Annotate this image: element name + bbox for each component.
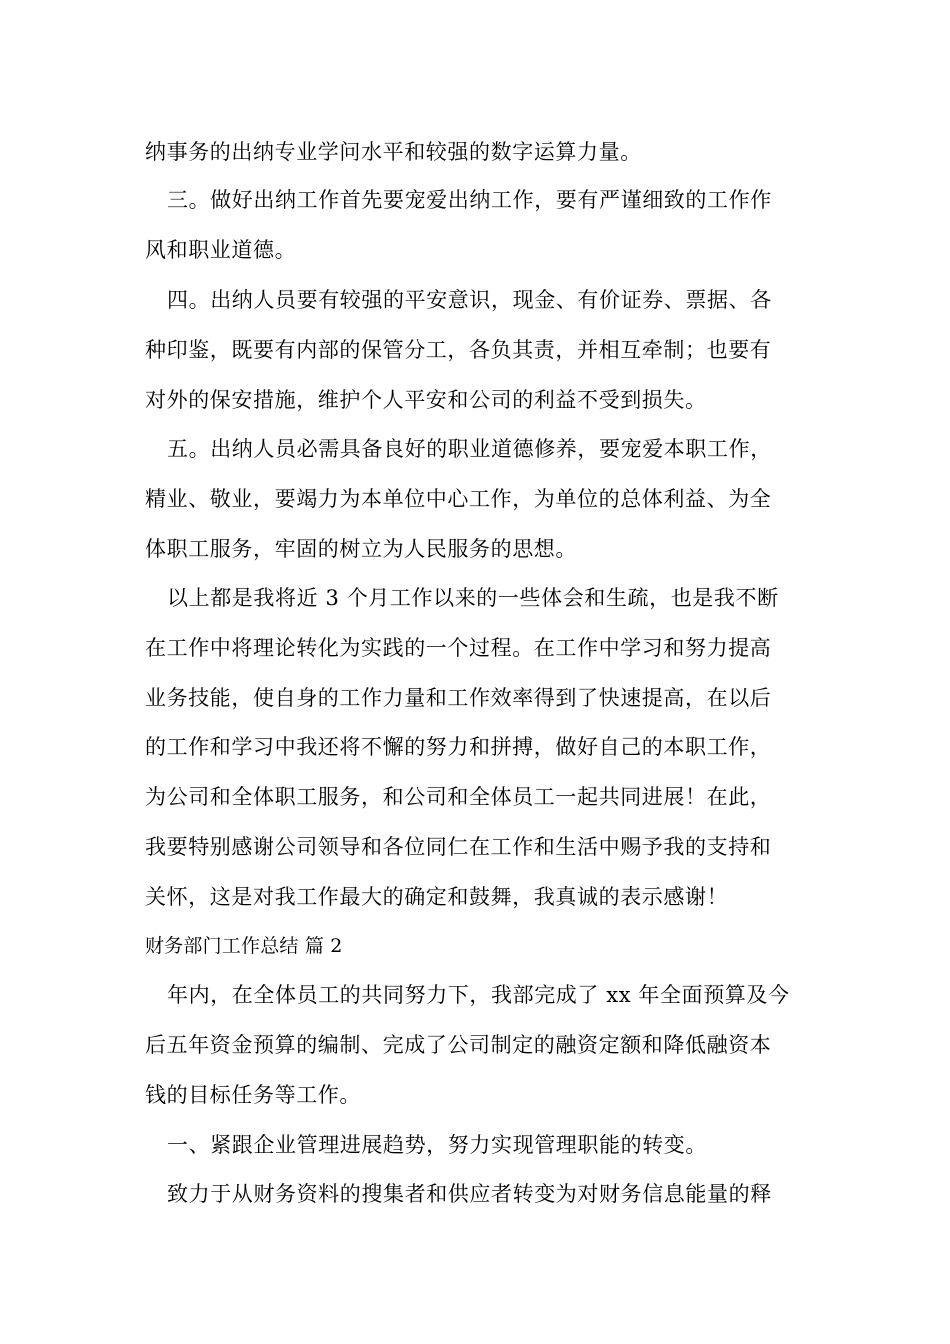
text-line-6: 对外的保安措施，维护个人平安和公司的利益不受到损失。 xyxy=(145,388,707,412)
text-line-10: 以上都是我将近 3 个月工作以来的一些体会和生疏，也是我不断 xyxy=(167,586,779,610)
text-line-14: 为公司和全体职工服务，和公司和全体员工一起共同进展！在此， xyxy=(145,785,772,809)
text-line-5: 种印鉴，既要有内部的保管分工，各负其责，并相互牵制；也要有 xyxy=(145,338,772,362)
text-line-21: 一、紧跟企业管理进展趋势，努力实现管理职能的转变。 xyxy=(167,1133,707,1157)
text-line-22: 致力于从财务资料的搜集者和供应者转变为对财务信息能量的释 xyxy=(167,1182,772,1206)
text-line-19: 后五年资金预算的编制、完成了公司制定的融资定额和降低融资本 xyxy=(145,1033,772,1057)
text-line-20: 钱的目标任务等工作。 xyxy=(145,1083,361,1107)
text-line-15: 我要特别感谢公司领导和各位同仁在工作和生活中赐予我的支持和 xyxy=(145,835,772,859)
text-line-1: 纳事务的出纳专业学问水平和较强的数字运算力量。 xyxy=(145,140,642,164)
text-line-13: 的工作和学习中我还将不懈的努力和拼搏，做好自己的本职工作， xyxy=(145,735,772,759)
text-line-3: 风和职业道德。 xyxy=(145,238,297,262)
text-line-4: 四。出纳人员要有较强的平安意识，现金、有价证券、票据、各 xyxy=(167,288,772,312)
text-line-8: 精业、敬业，要竭力为本单位中心工作，为单位的总体利益、为全 xyxy=(145,487,772,511)
section-heading: 财务部门工作总结 篇 2 xyxy=(145,935,343,957)
text-line-12: 业务技能，使自身的工作力量和工作效率得到了快速提高，在以后 xyxy=(145,686,772,710)
text-line-2: 三。做好出纳工作首先要宠爱出纳工作，要有严谨细致的工作作 xyxy=(167,188,772,212)
text-line-11: 在工作中将理论转化为实践的一个过程。在工作中学习和努力提高 xyxy=(145,636,772,660)
text-line-16: 关怀，这是对我工作最大的确定和鼓舞，我真诚的表示感谢！ xyxy=(145,885,729,909)
text-line-18: 年内，在全体员工的共同努力下，我部完成了 xx 年全面预算及今 xyxy=(167,983,790,1007)
text-line-9: 体职工服务，牢固的树立为人民服务的思想。 xyxy=(145,537,577,561)
text-line-7: 五。出纳人员必需具备良好的职业道德修养，要宠爱本职工作， xyxy=(167,437,772,461)
